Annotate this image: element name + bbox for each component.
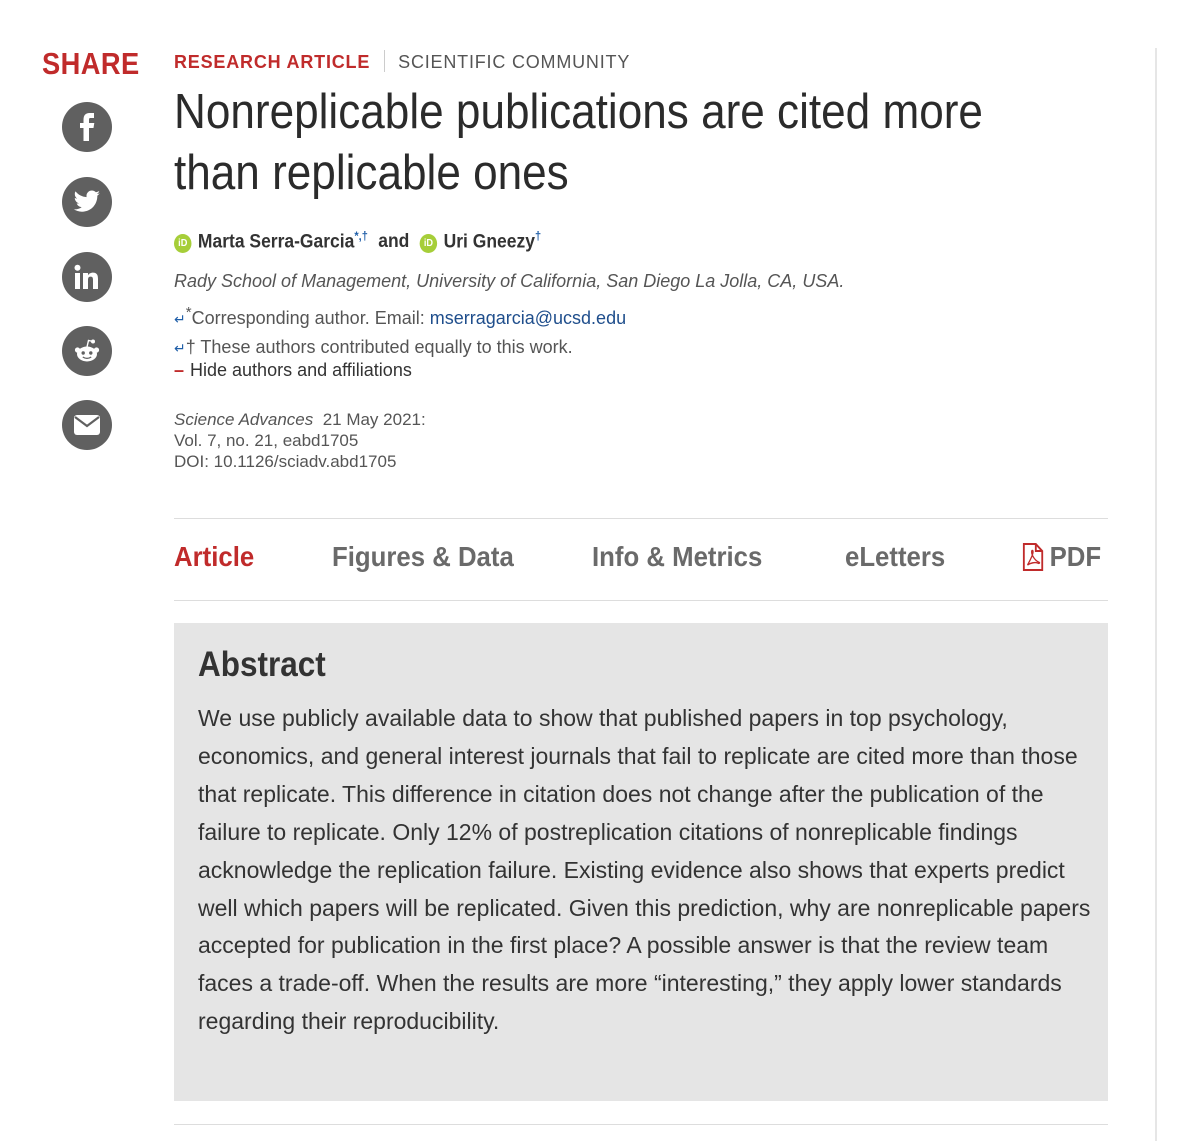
email-share-button[interactable]: [62, 400, 112, 450]
article-type: RESEARCH ARTICLE: [174, 52, 371, 72]
corresponding-label: Corresponding author. Email:: [191, 308, 425, 328]
publication-date: 21 May 2021:: [322, 410, 426, 429]
article-title: Nonreplicable publications are cited more than replicable ones: [174, 85, 983, 200]
article-category[interactable]: SCIENTIFIC COMMUNITY: [398, 52, 631, 72]
author-marks: †: [534, 229, 542, 243]
linkedin-icon: [74, 264, 100, 290]
twitter-share-button[interactable]: [62, 177, 112, 227]
volume-info: Vol. 7, no. 21, eabd1705: [174, 431, 359, 450]
journal-name: Science Advances: [174, 410, 314, 429]
tab-eletters[interactable]: eLetters: [845, 541, 946, 572]
tab-pdf[interactable]: [1022, 541, 1101, 573]
doi: DOI: 10.1126/sciadv.abd1705: [174, 452, 397, 471]
pdf-icon: [1022, 543, 1044, 571]
abstract-box: [174, 623, 1108, 1101]
share-title: SHARE: [42, 46, 140, 81]
share-sidebar: [42, 46, 140, 82]
section-divider: [174, 1124, 1108, 1125]
author-joiner: and: [378, 231, 410, 253]
abstract-heading: Abstract: [198, 645, 326, 684]
equal-contribution-text: † These authors contributed equally to this work.: [185, 337, 573, 357]
tab-pdf-label: PDF: [1049, 541, 1102, 572]
kicker-separator: [384, 50, 385, 72]
author-list: [174, 229, 541, 253]
orcid-icon[interactable]: iD: [174, 234, 191, 253]
hide-authors-label: Hide authors and affiliations: [190, 360, 412, 380]
tab-figures-data[interactable]: Figures & Data: [332, 541, 514, 572]
reddit-icon: [72, 338, 102, 364]
reddit-share-button[interactable]: [62, 326, 112, 376]
twitter-icon: [73, 190, 101, 214]
minus-icon: –: [174, 360, 185, 380]
equal-contribution-note: [174, 337, 573, 358]
author-name[interactable]: Marta Serra-Garcia: [197, 231, 355, 253]
orcid-icon[interactable]: iD: [420, 234, 437, 253]
hide-authors-toggle[interactable]: [174, 360, 412, 381]
abstract-text: We use publicly available data to show that published papers in top psychology, economics, and general interest journals that fail to replicate are cited more than those that replicate. This difference in citation does not change after the publication of the failure to replicate. Only 12% of postreplication citations of nonreplicable findings acknowledge the replication failure. Existing evidence also shows that experts predict well which papers will be replicated. Given this prediction, why are nonreplicable papers accepted for publication in the first place? A possible answer is that the review team faces a trade-off. When the results are more “interesting,” they apply lower standards regarding their reproducibility.: [198, 705, 1091, 1035]
corresponding-author: ↵*Corresponding author. Email: mserragarcia@ucsd.edu: [174, 304, 627, 328]
tab-article[interactable]: Article: [174, 541, 255, 572]
return-arrow-icon: ↵: [174, 340, 186, 356]
article-kicker: [174, 50, 630, 73]
linkedin-share-button[interactable]: [62, 252, 112, 302]
return-arrow-icon: ↵: [174, 311, 186, 327]
article-tabs: [174, 518, 1108, 601]
page-divider: [1155, 48, 1157, 1141]
author-name[interactable]: Uri Gneezy: [443, 231, 535, 253]
email-icon: [73, 414, 101, 436]
author-marks: *,†: [354, 229, 368, 243]
corresponding-email-link[interactable]: mserragarcia@ucsd.edu: [429, 308, 627, 328]
citation-block: [174, 409, 426, 472]
facebook-share-button[interactable]: [62, 102, 112, 152]
affiliation: Rady School of Management, University of California, San Diego La Jolla, CA, USA.: [174, 271, 845, 291]
facebook-icon: [75, 113, 99, 141]
tab-info-metrics[interactable]: Info & Metrics: [592, 541, 763, 572]
